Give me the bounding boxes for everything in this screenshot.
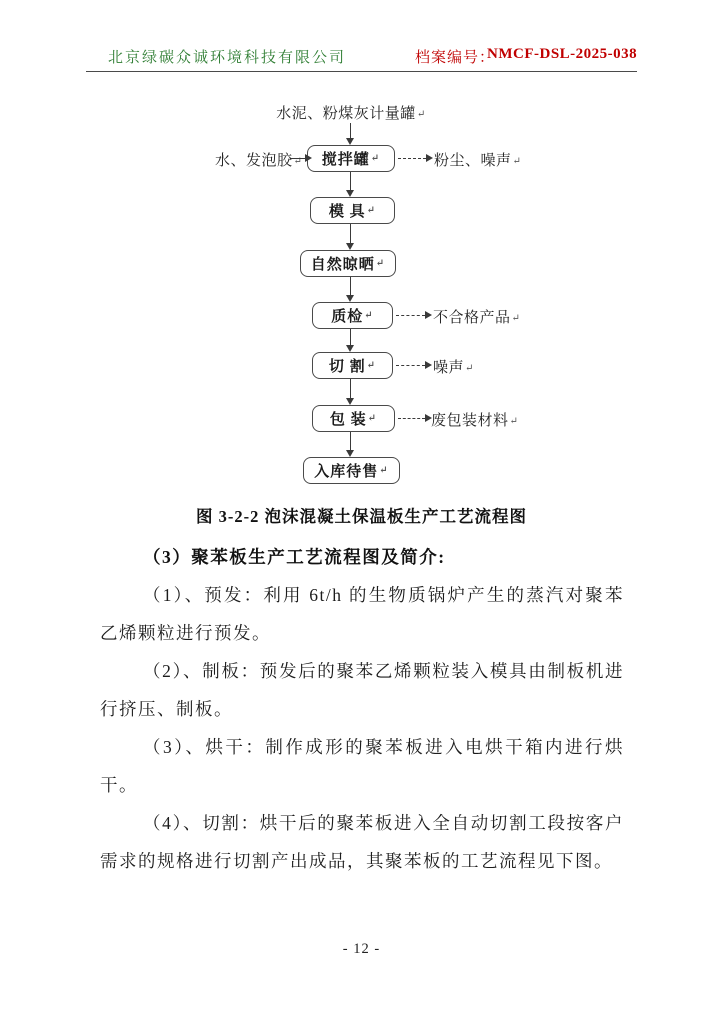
return-mark-icon: ↵: [370, 153, 381, 164]
return-mark-icon: ↵: [366, 205, 377, 216]
flow-source-label: 水泥、粉煤灰计量罐↵: [276, 106, 426, 122]
process-flowchart: [0, 95, 723, 493]
arrow-down-icon: [350, 224, 351, 243]
arrow-down-icon: [350, 277, 351, 295]
return-mark-icon: ↵: [416, 109, 426, 120]
header-rule: [86, 71, 637, 72]
flow-box-mold: 模 具 ↵: [310, 197, 395, 224]
paragraph-board-making: （2）、制板：预发后的聚苯乙烯颗粒装入模具由制板机进行挤压、制板。: [100, 661, 624, 719]
dashed-arrow-right-icon: [396, 315, 425, 316]
flow-box-warehouse: 入库待售 ↵: [303, 457, 400, 484]
return-mark-icon: ↵: [509, 416, 519, 427]
return-mark-icon: ↵: [511, 313, 521, 324]
arrow-down-icon: [350, 329, 351, 345]
section-heading: （3）聚苯板生产工艺流程图及简介:: [143, 547, 446, 567]
return-mark-icon: ↵: [364, 310, 374, 321]
arrow-down-icon: [350, 432, 351, 450]
paragraph-prefoaming: （1）、预发：利用 6t/h 的生物质锅炉产生的蒸汽对聚苯乙烯颗粒进行预发。: [100, 585, 624, 643]
flow-box-cutting: 切 割 ↵: [312, 352, 393, 379]
arrow-down-icon: [350, 379, 351, 398]
flow-emission-waste-packaging: 废包装材料↵: [431, 413, 519, 429]
return-mark-icon: ↵: [375, 258, 386, 269]
flow-input-label: 水、发泡胶↵: [215, 153, 303, 169]
return-mark-icon: ↵: [379, 465, 389, 476]
paragraph-cutting: （4）、切割：烘干后的聚苯板进入全自动切割工段按客户需求的规格进行切割产出成品，其聚苯板的工艺流程见下图。: [100, 813, 624, 871]
flow-box-quality-check: 质检 ↵: [312, 302, 393, 329]
header-archive-number: NMCF-DSL-2025-038: [487, 46, 638, 62]
flow-box-mixing-tank: 搅拌罐 ↵: [307, 145, 395, 172]
dashed-arrow-right-icon: [398, 418, 425, 419]
dashed-arrow-right-icon: [396, 365, 425, 366]
return-mark-icon: ↵: [512, 156, 522, 167]
arrow-down-icon: [350, 172, 351, 190]
arrow-down-icon: [350, 123, 351, 138]
flow-box-natural-drying: 自然晾晒 ↵: [300, 250, 396, 277]
flow-box-packaging: 包 装 ↵: [312, 405, 395, 432]
dashed-arrow-right-icon: [398, 158, 426, 159]
flow-emission-rejects: 不合格产品↵: [433, 310, 521, 326]
flow-emission-dust-noise: 粉尘、噪声↵: [434, 153, 522, 169]
header-archive-label: 档案编号：: [415, 50, 496, 66]
return-mark-icon: ↵: [367, 413, 378, 424]
return-mark-icon: ↵: [293, 156, 303, 167]
page-number: - 12 -: [342, 941, 381, 957]
return-mark-icon: ↵: [465, 363, 474, 374]
return-mark-icon: ↵: [366, 360, 377, 371]
body-text: [100, 538, 624, 880]
header-company-name: 北京绿碳众诚环境科技有限公司: [108, 50, 347, 66]
arrow-right-icon: [291, 158, 305, 159]
flow-emission-noise: 噪声↵: [433, 360, 474, 376]
paragraph-drying: （3）、烘干：制作成形的聚苯板进入电烘干箱内进行烘干。: [100, 737, 624, 795]
figure-caption: 图 3-2-2 泡沫混凝土保温板生产工艺流程图: [196, 507, 527, 526]
